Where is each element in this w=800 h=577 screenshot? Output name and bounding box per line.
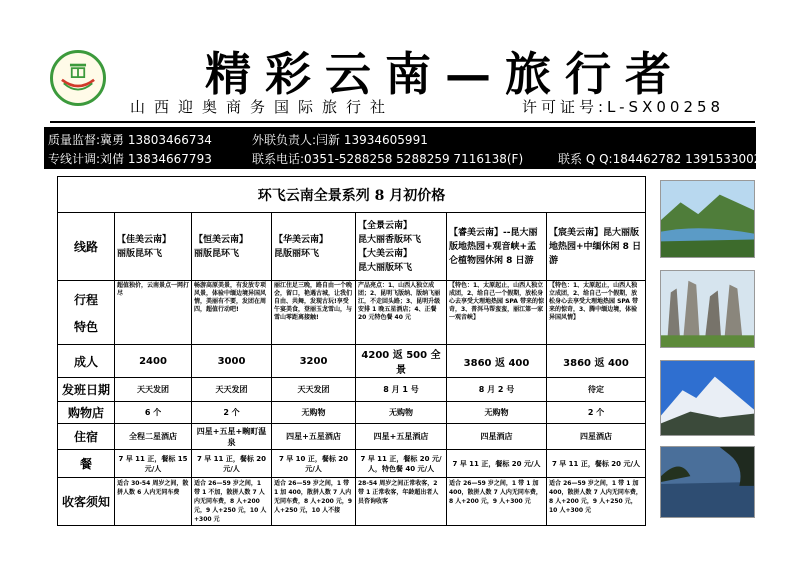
table-row-route: [58, 213, 646, 281]
meal-cell: 7 早 11 正，餐标 20 元/人: [192, 450, 272, 478]
route-name: 【大美云南】: [358, 248, 413, 259]
adult-price-cell: 3000: [192, 345, 272, 378]
shopping-cell: 无购物: [356, 402, 447, 424]
adult-price-cell: 4200 返 500 全景: [356, 345, 447, 378]
license-number: 许可证号:L-SX00258: [522, 98, 725, 116]
row-label-notes: 收客须知: [58, 478, 115, 526]
departure-cell: 8 月 2 号: [447, 378, 547, 402]
route-cell: [447, 213, 547, 281]
company-name: 山西迎奥商务国际旅行社: [130, 98, 395, 116]
row-label-features-2: 特色: [73, 319, 98, 334]
header-divider: [50, 121, 755, 123]
features-cell: 【特色：1、太原起止，山西人独立成团，2、给自己一个假期，放松身心去享受大理地热园 SPA 带来的惊奇，3、普洱马帮蛮蛮，丽江第一家一观音峡】: [447, 281, 547, 345]
row-label-adult: 成人: [58, 345, 115, 378]
departure-cell: 天天发团: [272, 378, 356, 402]
notes-cell: 适合 26—59 岁之间，1 带 1 加 400，散拼人数 7 人内无同车费，8 人+200 元，9 人+250 元，10 人不接: [272, 478, 356, 526]
shopping-cell: 6 个: [115, 402, 192, 424]
notes-cell: 适合 26—59 岁之间，1 带 1 加 400，散拼人数 7 人内无同车费，8 人+200 元，9 人+300 元: [447, 478, 547, 526]
route-name: 【佳美云南】: [117, 234, 172, 245]
hotel-cell: 四星+五星酒店: [356, 424, 447, 450]
agency-logo-icon: [50, 50, 106, 106]
qq-contact: 联系 Q Q:184462782 1391533002: [558, 152, 762, 166]
meal-cell: 7 早 11 正，餐标 20 元/人: [447, 450, 547, 478]
route-desc: 昆版丽环飞: [274, 248, 320, 259]
route-cell: [356, 213, 447, 281]
hotel-cell: 全程二星酒店: [115, 424, 192, 450]
shopping-cell: 无购物: [447, 402, 547, 424]
departure-cell: 待定: [547, 378, 646, 402]
table-row-hotel: [58, 424, 646, 450]
shopping-cell: 无购物: [272, 402, 356, 424]
route-desc: 昆大丽版环飞: [358, 262, 413, 273]
route-name: 【睿美云南】--昆大丽版地热园+观音峡+孟仑植物园休闲 8 日游: [449, 227, 538, 266]
features-cell: 产品亮点：1、山西人独立成团；2、昆明飞版纳、版纳飞丽江，不走回头路；3、昆明升级安排 1 晚五星酒店；4、正餐 20 元特色餐 40 元: [356, 281, 447, 345]
departure-cell: 8 月 1 号: [356, 378, 447, 402]
row-label-meal: 餐: [58, 450, 115, 478]
adult-price-cell: 3200: [272, 345, 356, 378]
phone-contact: 联系电话:0351-5288258 5288259 7116138(F): [252, 152, 524, 166]
notes-cell: 适合 30-54 周岁之间，散拼人数 6 人内无同车费: [115, 478, 192, 526]
hotel-cell: 四星酒店: [547, 424, 646, 450]
hotline-advisor-contact: 专线计调:刘倩 13834667793: [48, 152, 212, 166]
table-row-notes: [58, 478, 646, 526]
notes-cell: 适合 26—59 岁之间，1 带 1 不加，散拼人数 7 人内无同车费，8 人+200 元，9 人+250 元，10 人+300 元: [192, 478, 272, 526]
external-manager-contact: 外联负责人:闫新 13934605991: [252, 133, 428, 147]
meal-cell: 7 早 11 正，餐标 15 元/人: [115, 450, 192, 478]
row-label-hotel: 住宿: [58, 424, 115, 450]
route-desc: 丽版昆环飞: [194, 248, 240, 259]
notes-cell: 适合 26—59 岁之间，1 带 1 加 400，散拼人数 7 人内无同车费，8 人+200 元，9 人+250 元，10 人+300 元: [547, 478, 646, 526]
table-title: 环飞云南全景系列 8 月初价格: [58, 177, 646, 213]
features-cell: 丽江住足三晚，路自由一个晚会，留口，艳遇古城，让我们自由、共舞，发现古玩!享受午宴美食，登丽玉龙雪山，与雪山零距离接触!: [272, 281, 356, 345]
price-table: [57, 176, 646, 526]
features-cell: 畅游高原美景，有发放专项风景，体验中缅边境异国风情，美丽有不要，发团在周四，超值行动吧!: [192, 281, 272, 345]
row-label-features: [58, 281, 115, 345]
departure-cell: 天天发团: [115, 378, 192, 402]
route-name: 【恒美云南】: [194, 234, 249, 245]
row-label-departure: 发班日期: [58, 378, 115, 402]
row-label-route: 线路: [58, 213, 115, 281]
table-row-adult: [58, 345, 646, 378]
hotel-cell: 四星酒店: [447, 424, 547, 450]
table-row-shopping: [58, 402, 646, 424]
meal-cell: 7 早 10 正，餐标 20 元/人: [272, 450, 356, 478]
route-desc: 昆大丽香版环飞: [358, 234, 422, 245]
photo-snow-mountain: [660, 360, 755, 436]
hotel-cell: 四星+五星+畹町温泉: [192, 424, 272, 450]
photo-stone-forest: [660, 270, 755, 348]
features-cell: 【特色：1、太原起止，山西人独立成团，2、给自己一个假期，放松身心去享受大理地热园 SPA 带来的惊奇，3、腾中缅边境，体验异国风情】: [547, 281, 646, 345]
route-cell: [272, 213, 356, 281]
meal-cell: 7 早 11 正，餐标 20 元/人: [547, 450, 646, 478]
shopping-cell: 2 个: [192, 402, 272, 424]
table-row-departure: [58, 378, 646, 402]
route-name: 【华美云南】: [274, 234, 329, 245]
photo-lake-sunset: [660, 446, 755, 518]
shopping-cell: 2 个: [547, 402, 646, 424]
features-cell: 超值独价，云南景点一网打尽: [115, 281, 192, 345]
route-cell: [547, 213, 646, 281]
meal-cell: 7 早 11 正，餐标 20 元/人，特色餐 40 元/人: [356, 450, 447, 478]
route-cell: [192, 213, 272, 281]
adult-price-cell: 3860 返 400: [447, 345, 547, 378]
route-desc: 丽版昆环飞: [117, 248, 163, 259]
row-label-features-1: 行程: [73, 292, 98, 307]
supervisor-contact: 质量监督:冀勇 13803466734: [48, 133, 212, 147]
route-cell: [115, 213, 192, 281]
adult-price-cell: 2400: [115, 345, 192, 378]
hotel-cell: 四星+五星酒店: [272, 424, 356, 450]
adult-price-cell: 3860 返 400: [547, 345, 646, 378]
page-title: 精彩云南—旅行者: [205, 47, 685, 101]
row-label-shopping: 购物店: [58, 402, 115, 424]
table-row-meal: [58, 450, 646, 478]
route-name: 【全景云南】: [358, 220, 413, 231]
route-name: 【宸美云南】昆大丽版地热园+中缅休闲 8 日游: [549, 227, 642, 266]
table-row-features: [58, 281, 646, 345]
notes-cell: 28-54 周岁之间正常收客，2 带 1 正常收客，年龄超出者人员咨询收客: [356, 478, 447, 526]
photo-lake-landscape: [660, 180, 755, 258]
contact-band: [44, 127, 762, 169]
departure-cell: 天天发团: [192, 378, 272, 402]
